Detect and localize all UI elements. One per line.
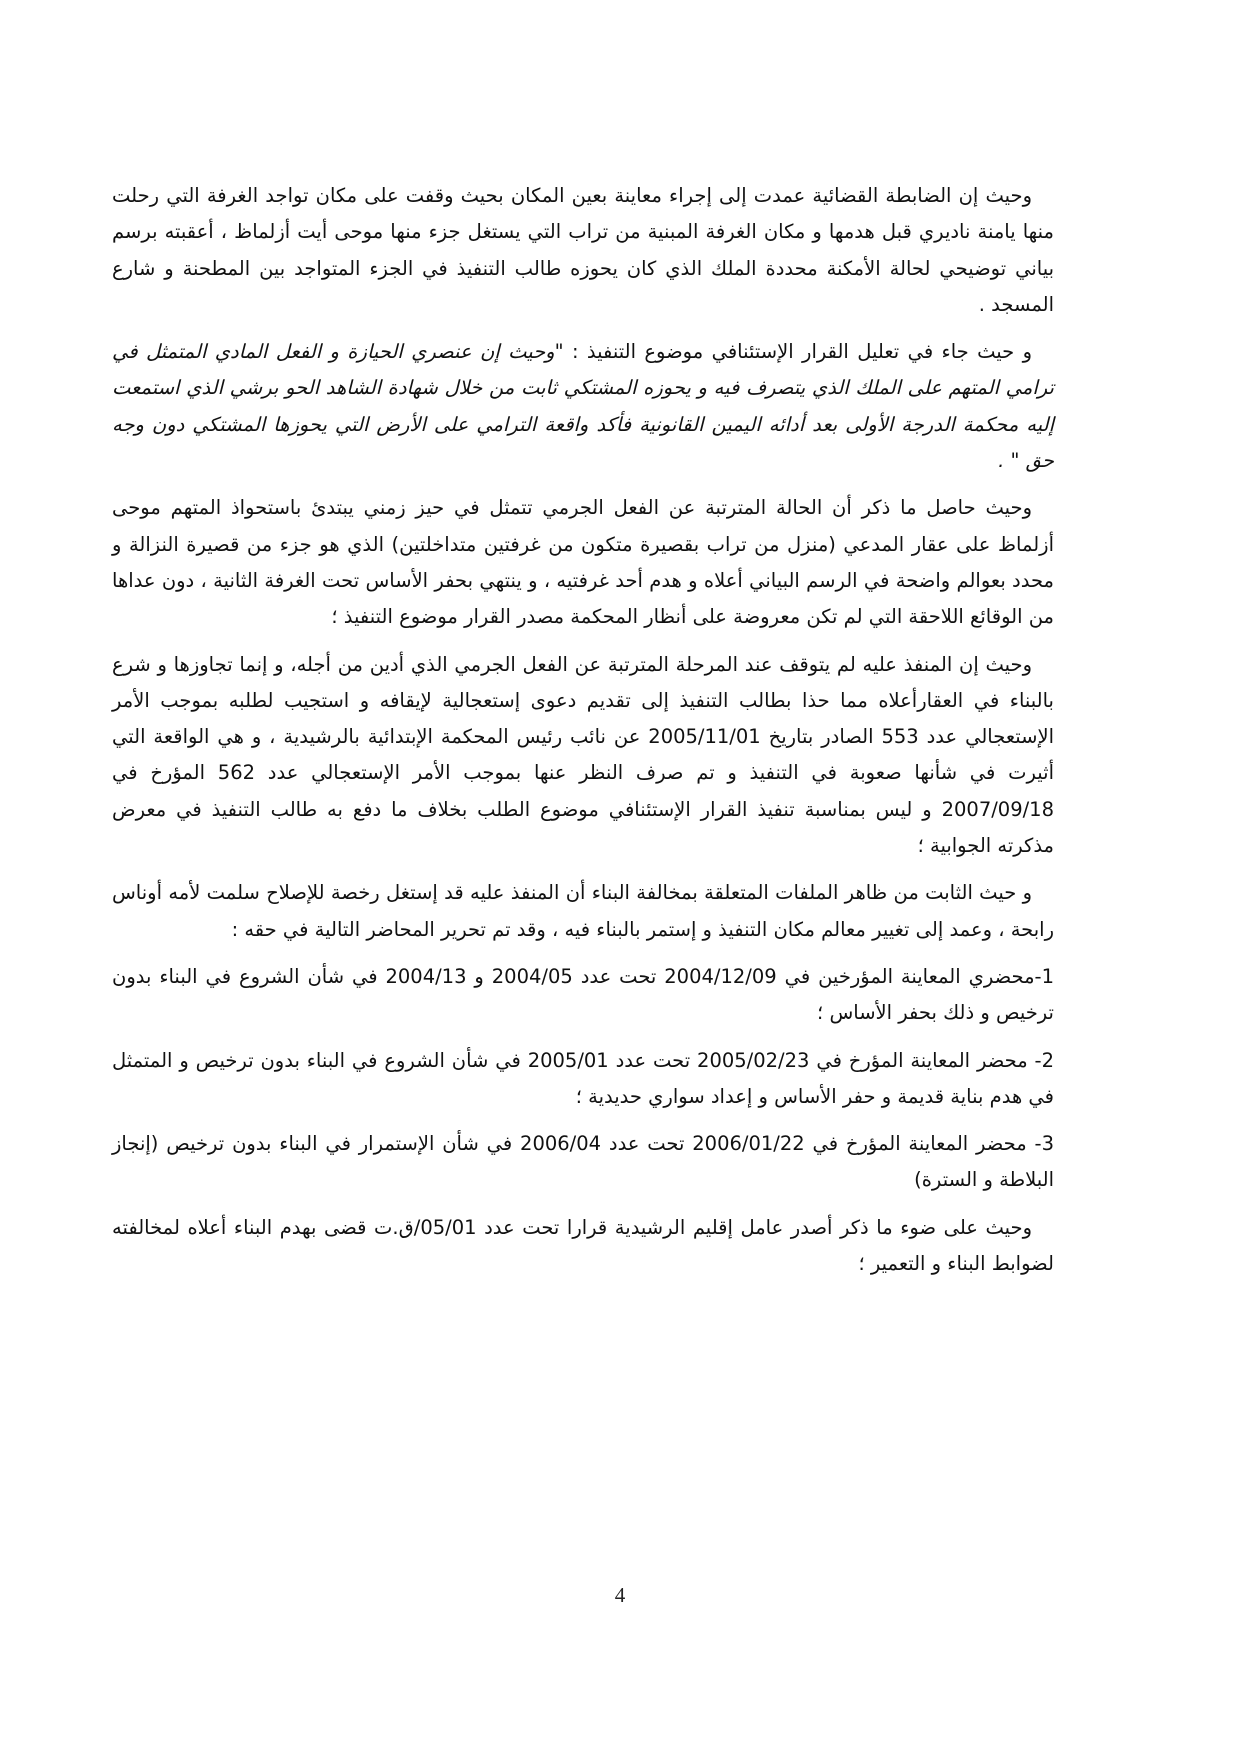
list-item-report-3: 3- محضر المعاينة المؤرخ في 2006/01/22 تحت عدد 2006/04 في شأن الإستمرار في البناء بدون ترخيص (إنجاز البلاطة و السترة) (112, 1132, 1054, 1192)
paragraph-appeal-reasoning (112, 334, 1054, 479)
paragraph-urgent-order: وحيث إن المنفذ عليه لم يتوقف عند المرحلة المترتبة عن الفعل الجرمي الذي أدين من أجله، و إنما تجاوزها و شرع بالبناء في العقارأعلاه مما حذا بطالب التنفيذ إلى تقديم دعوى إستعجالية لإيقافه و استجيب لطلبه بموجب الأمر الإستعجالي عدد 553 الصادر بتاريخ 2005/11/01 عن نائب رئيس المحكمة الإبتدائية بالرشيدية ، و هي الواقعة التي أثيرت في شأنها صعوبة في التنفيذ و تم صرف النظر عنها بموجب الأمر الإستعجالي عدد 562 المؤرخ في 2007/09/18 و ليس بمناسبة تنفيذ القرار الإستئنافي موضوع الطلب بخلاف ما دفع به طالب التنفيذ في معرض مذكرته الجوابية ؛ (112, 652, 1054, 858)
paragraph-criminal-act-scope: وحيث حاصل ما ذكر أن الحالة المترتبة عن الفعل الجرمي تتمثل في حيز زمني يبتدئ باستحواذ المتهم موحى أزلماظ على عقار المدعي (منزل من تراب بقصيرة متكون من غرفتين متداخلتين) الذي هو جزء من قصيرة النزالة و محدد بعوالم واضحة في الرسم البياني أعلاه و هدم أحد غرفتيه ، و ينتهي بحفر الأساس تحت الغرفة الثانية ، دون عداها من الوقائع اللاحقة التي لم تكن معروضة على أنظار المحكمة مصدر القرار موضوع التنفيذ ؛ (112, 496, 1054, 629)
appeal-reasoning-quote: وحيث إن عنصري الحيازة و الفعل المادي المتمثل في ترامي المتهم على الملك الذي يتصرف فيه و يحوزه المشتكي ثابت من خلال شهادة الشاهد الحو برشي الذي استمعت إليه محكمة الدرجة الأولى بعد أدائه اليمين القانونية فأكد واقعة الترامي على الأرض التي يحوزها المشتكي دون وجه حق " . (112, 340, 1054, 473)
document-body (112, 178, 1054, 1293)
paragraph-demolition-decision: وحيث على ضوء ما ذكر أصدر عامل إقليم الرشيدية قرارا تحت عدد 05/01/ق.ت قضى بهدم البناء أعلاه لمخالفته لضوابط البناء و التعمير ؛ (112, 1215, 1054, 1276)
paragraph-site-inspection: وحيث إن الضابطة القضائية عمدت إلى إجراء معاينة بعين المكان بحيث وقفت على مكان تواجد الغرفة التي رحلت منها يامنة ناديري قبل هدمها و مكان الغرفة المبنية من تراب التي يستغل جزء منها موحى أيت أزلماظ ، أعقبته برسم بياني توضيحي لحالة الأمكنة محددة الملك الذي كان يحوزه طالب التنفيذ في الجزء المتواجد بين المطحنة و شارع المسجد . (112, 184, 1054, 316)
page-number: 4 (614, 1583, 626, 1607)
appeal-reasoning-intro: و حيث جاء في تعليل القرار الإستئنافي موضوع التنفيذ : " (554, 340, 1032, 364)
list-item-report-1: 1-محضري المعاينة المؤرخين في 2004/12/09 تحت عدد 2004/05 و 2004/13 في شأن الشروع في البناء بدون ترخيص و ذلك بحفر الأساس ؛ (112, 964, 1054, 1025)
list-item-report-2: 2- محضر المعاينة المؤرخ في 2005/02/23 تحت عدد 2005/01 في شأن الشروع في البناء بدون ترخيص و المتمثل في هدم بناية قديمة و حفر الأساس و إعداد سواري حديدية ؛ (112, 1048, 1055, 1108)
paragraph-building-violation: و حيث الثابت من ظاهر الملفات المتعلقة بمخالفة البناء أن المنفذ عليه قد إستغل رخصة للإصلاح سلمت لأمه أوناس رابحة ، وعمد إلى تغيير معالم مكان التنفيذ و إستمر بالبناء فيه ، وقد تم تحرير المحاضر التالية في حقه : (112, 881, 1054, 941)
